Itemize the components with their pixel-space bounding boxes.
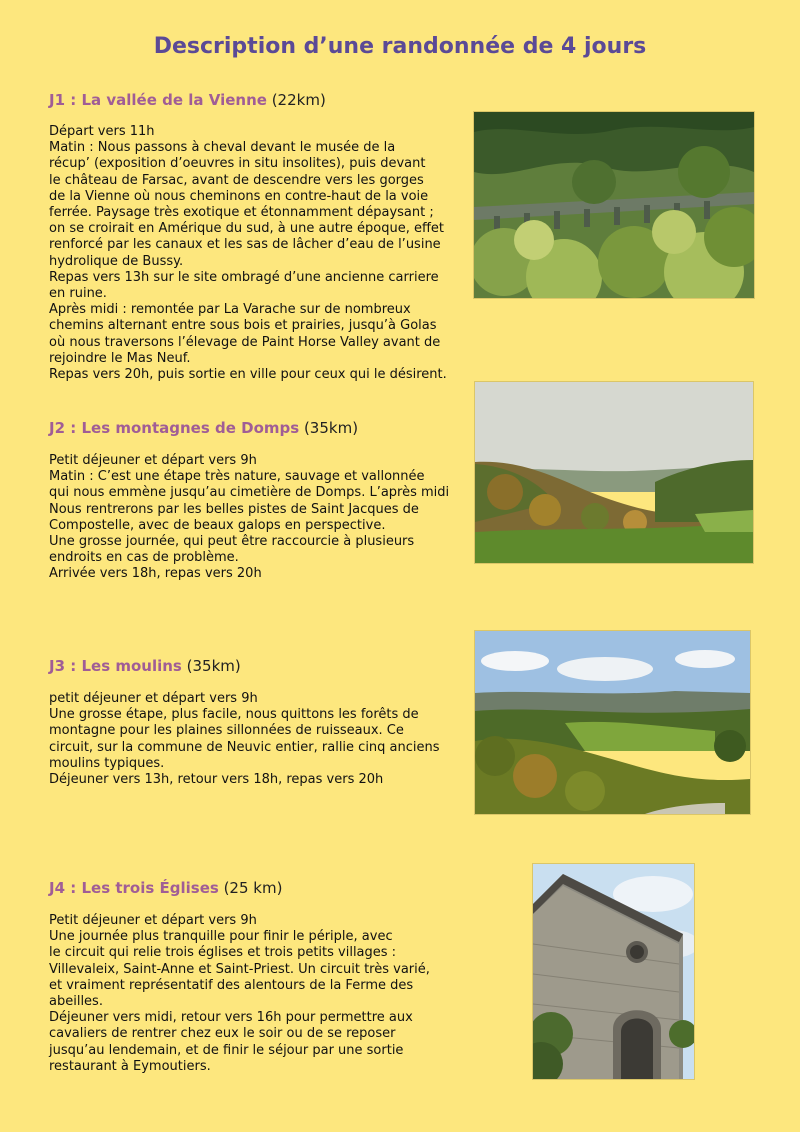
day-4-line: Une journée plus tranquille pour finir le périple, avec [49, 929, 393, 945]
day-2-line: Compostelle, avec de beaux galops en perspective. [49, 517, 386, 533]
day-4-line: Petit déjeuner et départ vers 9h [49, 913, 257, 928]
day-1-line: de la Vienne où nous cheminons en contre-haut de la voie [49, 188, 429, 204]
day-2-title: J2 : Les montagnes de Domps [49, 419, 300, 437]
day-3-line: petit déjeuner et départ vers 9h [49, 691, 258, 706]
day-1-description [49, 124, 447, 383]
domps-mountains-photo [475, 382, 753, 563]
day-1-line: où nous traversons l’élevage de Paint Horse Valley avant de [49, 334, 441, 350]
day-4-title: J4 : Les trois Églises [49, 879, 219, 897]
stone-church-photo [533, 864, 694, 1079]
day-3-line: moulins typiques. [49, 755, 165, 771]
day-4-line: restaurant à Eymoutiers. [49, 1058, 211, 1074]
day-1-line: Départ vers 11h [49, 124, 155, 139]
page-title: Description d’une randonnée de 4 jours [153, 34, 647, 59]
day-2-line: Une grosse journée, qui peut être raccourcie à plusieurs [49, 534, 415, 550]
day-2-line: qui nous emmène jusqu’au cimetière de Domps. L’après midi [49, 485, 450, 501]
day-3-title: J3 : Les moulins [49, 657, 182, 675]
day-3-description [49, 691, 440, 788]
day-3-line: Déjeuner vers 13h, retour vers 18h, repas vers 20h [49, 772, 384, 788]
day-1-line: ferrée. Paysage très exotique et étonnamment dépaysant ; [49, 205, 434, 221]
day-4-line: abeilles. [49, 994, 103, 1010]
day-1-line: renforcé par les canaux et les sas de lâcher d’eau de l’usine [49, 237, 441, 253]
day-1-title: J1 : La vallée de la Vienne [49, 91, 267, 109]
day-1-line: Après midi : remontée par La Varache sur de nombreux [49, 302, 411, 318]
day-1-line: Repas vers 20h, puis sortie en ville pour ceux qui le désirent. [49, 367, 447, 383]
day-2-heading [49, 419, 358, 437]
day-2-line: Arrivée vers 18h, repas vers 20h [49, 566, 262, 582]
day-2-distance: (35km) [299, 419, 359, 437]
day-3-line: montagne pour les plaines sillonnées de ruisseaux. Ce [49, 723, 404, 739]
day-4-line: le circuit qui relie trois églises et trois petits villages : [49, 945, 397, 961]
day-2-line: Petit déjeuner et départ vers 9h [49, 453, 257, 468]
day-2-description [49, 453, 449, 583]
day-4-line: jusqu’au lendemain, et de finir le séjour par une sortie [49, 1042, 404, 1058]
day-2-line: endroits en cas de problème. [49, 550, 239, 566]
day-4-distance: (25 km) [218, 879, 283, 897]
vienne-valley-viaduct-photo [474, 112, 754, 298]
day-4-line: cavaliers de rentrer chez eux le soir ou de se reposer [49, 1026, 396, 1042]
day-4-heading [49, 879, 282, 897]
day-1-distance: (22km) [266, 91, 326, 109]
day-4-description [49, 913, 430, 1075]
mills-countryside-photo [475, 631, 750, 814]
day-3-line: circuit, sur la commune de Neuvic entier, rallie cinq anciens [49, 739, 440, 755]
day-2-line: Nous rentrerons par les belles pistes de Saint Jacques de [49, 501, 419, 517]
day-3-distance: (35km) [181, 657, 241, 675]
day-3-line: Une grosse étape, plus facile, nous quittons les forêts de [49, 707, 419, 723]
day-1-line: chemins alternant entre sous bois et prairies, jusqu’à Golas [49, 318, 437, 334]
day-4-line: Villevaleix, Saint-Anne et Saint-Priest. Un circuit très varié, [49, 961, 430, 977]
day-1-line: en ruine. [49, 286, 107, 302]
day-4-line: et vraiment représentatif des alentours de la Ferme des [49, 977, 414, 993]
day-3-heading [49, 657, 241, 675]
day-4-line: Déjeuner vers midi, retour vers 16h pour permettre aux [49, 1010, 413, 1026]
day-2-line: Matin : C’est une étape très nature, sauvage et vallonnée [49, 469, 425, 485]
day-1-line: le château de Farsac, avant de descendre vers les gorges [49, 172, 424, 188]
day-1-line: Matin : Nous passons à cheval devant le musée de la [49, 140, 396, 156]
day-1-line: Repas vers 13h sur le site ombragé d’une ancienne carriere [49, 269, 439, 285]
day-1-line: hydrolique de Bussy. [49, 253, 184, 269]
day-1-line: on se croirait en Amérique du sud, à une autre époque, effet [49, 221, 445, 237]
day-1-line: récup’ (exposition d’oeuvres in situ insolites), puis devant [49, 156, 426, 172]
day-1-line: rejoindre le Mas Neuf. [49, 350, 191, 366]
day-1-heading [49, 91, 326, 109]
